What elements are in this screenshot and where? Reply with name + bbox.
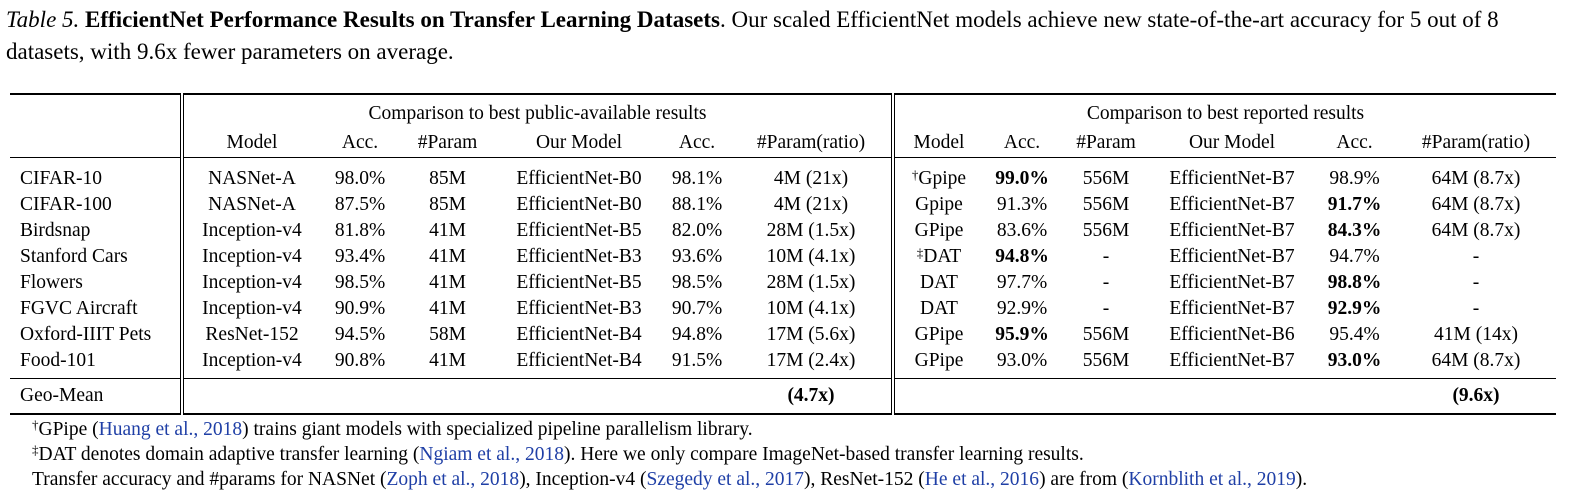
table-row bbox=[10, 270, 1556, 296]
cell-r-our: EfficientNet-B7 bbox=[1169, 220, 1295, 241]
footnote-text: ) trains giant models with specialized pipeline parallelism library. bbox=[242, 419, 753, 440]
cell-l-param: 58M bbox=[429, 324, 466, 345]
cell-r-acc: 83.6% bbox=[996, 220, 1048, 241]
cell-l-model: Inception-v4 bbox=[182, 270, 320, 296]
cell-r-param: 556M bbox=[1082, 220, 1130, 241]
cell-dataset: Oxford-IIIT Pets bbox=[20, 324, 152, 345]
footnote-text: ) are from ( bbox=[1039, 469, 1129, 490]
cell-l-model: Inception-v4 bbox=[182, 218, 320, 244]
cell-l-ratio: 28M (1.5x) bbox=[766, 220, 856, 241]
dagger-mark: † bbox=[32, 417, 39, 432]
geo-mean-right: (9.6x) bbox=[1396, 379, 1556, 415]
empty-cell bbox=[1061, 379, 1151, 415]
cell-l-ratio: 28M (1.5x) bbox=[766, 272, 856, 293]
cell-l-model: Inception-v4 bbox=[182, 244, 320, 270]
cell-l-param: 85M bbox=[429, 194, 466, 215]
cell-l-our-acc: 90.7% bbox=[671, 298, 723, 319]
col-header: Model bbox=[893, 129, 983, 158]
cell-r-our-acc: 91.7% bbox=[1327, 194, 1382, 215]
col-header: Model bbox=[182, 129, 320, 158]
cell-l-model: ResNet-152 bbox=[182, 322, 320, 348]
cell-r-ratio: - bbox=[1472, 298, 1480, 319]
cell-r-our-acc: 98.9% bbox=[1313, 158, 1396, 193]
cell-r-our: EfficientNet-B7 bbox=[1169, 350, 1295, 371]
cell-r-our-acc: 98.8% bbox=[1327, 272, 1382, 293]
empty-cell bbox=[663, 379, 731, 415]
cell-r-our-acc: 93.0% bbox=[1327, 350, 1382, 371]
footnote-text: DAT denotes domain adaptive transfer learning ( bbox=[38, 444, 420, 465]
table-row bbox=[10, 192, 1556, 218]
footnote-text: ), ResNet-152 ( bbox=[804, 469, 925, 490]
cell-l-ratio: 17M (5.6x) bbox=[766, 324, 856, 345]
col-header: Acc. bbox=[678, 132, 716, 153]
cell-l-ratio: 10M (4.1x) bbox=[766, 298, 856, 319]
cell-r-param: 556M bbox=[1082, 194, 1130, 215]
cell-r-model bbox=[893, 296, 983, 322]
cell-text: Gpipe bbox=[915, 194, 963, 215]
empty-cell bbox=[1313, 379, 1396, 415]
caption-label: Table 5. bbox=[6, 7, 80, 32]
cell-r-our-acc: 84.3% bbox=[1327, 220, 1382, 241]
column-header-row bbox=[10, 129, 1556, 158]
table-row bbox=[10, 244, 1556, 270]
citation-link[interactable]: Huang et al., 2018 bbox=[98, 419, 243, 440]
cell-r-param: - bbox=[1102, 246, 1110, 267]
citation-link[interactable]: Ngiam et al., 2018 bbox=[419, 444, 564, 465]
cell-r-model bbox=[893, 192, 983, 218]
cell-l-our-acc: 98.1% bbox=[663, 158, 731, 193]
cell-r-ratio: 64M (8.7x) bbox=[1431, 220, 1521, 241]
cell-r-our: EfficientNet-B7 bbox=[1169, 298, 1295, 319]
cell-l-our-acc: 94.8% bbox=[671, 324, 723, 345]
col-header: Our Model bbox=[1188, 132, 1276, 153]
cell-text: DAT bbox=[920, 272, 958, 293]
cell-text: DAT bbox=[920, 298, 958, 319]
cell-r-our: EfficientNet-B7 bbox=[1169, 272, 1295, 293]
cell-r-ratio: - bbox=[1472, 246, 1480, 267]
cell-l-model: NASNet-A bbox=[182, 192, 320, 218]
cell-l-acc: 87.5% bbox=[334, 194, 386, 215]
cell-l-ratio: 4M (21x) bbox=[731, 158, 893, 193]
cell-r-acc: 91.3% bbox=[996, 194, 1048, 215]
footnote-dat bbox=[32, 443, 1084, 467]
col-header: Acc. bbox=[1336, 132, 1373, 153]
citation-link[interactable]: Kornblith et al., 2019 bbox=[1128, 469, 1296, 490]
cell-r-param: - bbox=[1102, 272, 1110, 293]
empty-cell bbox=[400, 379, 495, 415]
cell-r-acc: 92.9% bbox=[996, 298, 1048, 319]
cell-dataset: Birdsnap bbox=[20, 220, 91, 241]
cell-l-our: EfficientNet-B4 bbox=[516, 324, 642, 345]
cell-l-acc: 98.0% bbox=[320, 158, 400, 193]
col-header: Acc. bbox=[341, 132, 379, 153]
empty-cell bbox=[1151, 379, 1313, 415]
empty-cell bbox=[893, 379, 983, 415]
table-row bbox=[10, 348, 1556, 374]
cell-l-param: 41M bbox=[429, 350, 466, 371]
cell-l-acc: 93.4% bbox=[334, 246, 386, 267]
cell-r-model bbox=[893, 158, 983, 193]
cell-r-acc: 94.8% bbox=[995, 246, 1049, 267]
cell-r-param: 556M bbox=[1061, 158, 1151, 193]
cell-l-model: Inception-v4 bbox=[182, 296, 320, 322]
geo-mean-row bbox=[10, 379, 1556, 415]
cell-dataset: CIFAR-100 bbox=[20, 194, 112, 215]
cell-text: GPipe bbox=[914, 324, 964, 345]
cell-l-our: EfficientNet-B0 bbox=[495, 158, 663, 193]
footnote-gpipe bbox=[32, 418, 753, 442]
cell-l-param: 85M bbox=[400, 158, 495, 193]
cell-l-param: 41M bbox=[429, 272, 466, 293]
cell-r-our: EfficientNet-B7 bbox=[1169, 246, 1295, 267]
empty-cell bbox=[983, 379, 1061, 415]
cell-r-our-acc: 94.7% bbox=[1329, 246, 1380, 267]
citation-link[interactable]: He et al., 2016 bbox=[924, 469, 1040, 490]
cell-l-model: Inception-v4 bbox=[182, 348, 320, 374]
cell-l-our: EfficientNet-B5 bbox=[516, 220, 642, 241]
cell-l-param: 41M bbox=[429, 246, 466, 267]
cell-r-model bbox=[893, 348, 983, 374]
col-header: Acc. bbox=[1003, 132, 1041, 153]
col-header: Our Model bbox=[535, 132, 623, 153]
cell-l-our-acc: 93.6% bbox=[671, 246, 723, 267]
caption-title: EfficientNet Performance Results on Transfer Learning Datasets bbox=[85, 7, 720, 32]
cell-l-acc: 90.9% bbox=[334, 298, 386, 319]
footnote-sources bbox=[32, 468, 1307, 492]
footnote-mark: ‡ bbox=[916, 245, 924, 260]
cell-dataset: FGVC Aircraft bbox=[20, 298, 138, 319]
group-header-right: Comparison to best reported results bbox=[893, 99, 1556, 129]
cell-text: DAT bbox=[923, 246, 962, 267]
empty-cell bbox=[320, 379, 400, 415]
cell-l-our: EfficientNet-B0 bbox=[516, 194, 642, 215]
geo-mean-label: Geo-Mean bbox=[10, 379, 182, 415]
cell-l-param: 41M bbox=[429, 220, 466, 241]
footnote-text: GPipe ( bbox=[38, 419, 99, 440]
cell-r-ratio: - bbox=[1472, 272, 1480, 293]
cell-l-acc: 81.8% bbox=[334, 220, 386, 241]
cell-l-ratio: 4M (21x) bbox=[773, 194, 849, 215]
cell-r-model bbox=[893, 218, 983, 244]
cell-l-our: EfficientNet-B4 bbox=[516, 350, 642, 371]
cell-l-our-acc: 88.1% bbox=[671, 194, 723, 215]
cell-r-our-acc: 95.4% bbox=[1329, 324, 1380, 345]
table-row bbox=[10, 296, 1556, 322]
double-dagger-mark: ‡ bbox=[32, 442, 39, 457]
cell-dataset: Stanford Cars bbox=[20, 246, 128, 267]
cell-r-model bbox=[893, 270, 983, 296]
group-header-left: Comparison to best public-available results bbox=[182, 99, 893, 129]
cell-r-acc: 95.9% bbox=[995, 324, 1049, 345]
results-table bbox=[10, 93, 1556, 415]
empty-cell bbox=[182, 379, 320, 415]
cell-r-acc: 99.0% bbox=[983, 158, 1061, 193]
col-header: #Param(ratio) bbox=[756, 132, 866, 153]
cell-l-our: EfficientNet-B3 bbox=[516, 246, 642, 267]
citation-link[interactable]: Szegedy et al., 2017 bbox=[646, 469, 805, 490]
cell-r-param: 556M bbox=[1082, 350, 1130, 371]
table-row bbox=[10, 158, 1556, 193]
footnote-text: ). bbox=[1295, 469, 1308, 490]
cell-r-ratio: 64M (8.7x) bbox=[1396, 158, 1556, 193]
cell-dataset: CIFAR-10 bbox=[10, 158, 182, 193]
cell-r-acc: 93.0% bbox=[996, 350, 1048, 371]
cell-l-our-acc: 82.0% bbox=[671, 220, 723, 241]
cell-dataset: Food-101 bbox=[20, 350, 96, 371]
cell-r-our-acc: 92.9% bbox=[1327, 298, 1382, 319]
cell-r-param: 556M bbox=[1082, 324, 1130, 345]
cell-r-our: EfficientNet-B7 bbox=[1169, 194, 1295, 215]
cell-l-our-acc: 91.5% bbox=[671, 350, 723, 371]
table-row bbox=[10, 218, 1556, 244]
caption-text: . Our scaled EfficientNet models achieve new state-of-the-art accuracy for 5 out of 8 datasets, with 9.6x fewer parameters on average. bbox=[6, 7, 1499, 64]
cell-r-param: - bbox=[1102, 298, 1110, 319]
cell-text: GPipe bbox=[914, 350, 964, 371]
cell-l-acc: 98.5% bbox=[334, 272, 386, 293]
cell-l-param: 41M bbox=[429, 298, 466, 319]
cell-text: Gpipe bbox=[918, 168, 967, 189]
col-header: #Param bbox=[1076, 132, 1136, 153]
footnote-mark: † bbox=[911, 167, 919, 182]
empty-cell bbox=[495, 379, 663, 415]
footnote-text: Transfer accuracy and #params for NASNet ( bbox=[32, 469, 387, 490]
table-row bbox=[10, 322, 1556, 348]
col-header: #Param bbox=[417, 132, 478, 153]
cell-l-ratio: 17M (2.4x) bbox=[766, 350, 856, 371]
cell-r-ratio: 64M (8.7x) bbox=[1431, 350, 1521, 371]
cell-text: GPipe bbox=[914, 220, 964, 241]
table-caption bbox=[6, 4, 1576, 68]
cell-l-our: EfficientNet-B3 bbox=[516, 298, 642, 319]
cell-r-ratio: 41M (14x) bbox=[1434, 324, 1518, 345]
cell-r-model bbox=[893, 322, 983, 348]
cell-r-our: EfficientNet-B6 bbox=[1169, 324, 1295, 345]
cell-r-acc: 97.7% bbox=[996, 272, 1048, 293]
cell-l-ratio: 10M (4.1x) bbox=[766, 246, 856, 267]
cell-l-model: NASNet-A bbox=[182, 158, 320, 193]
cell-r-our: EfficientNet-B7 bbox=[1151, 158, 1313, 193]
footnote-text: ). Here we only compare ImageNet-based transfer learning results. bbox=[563, 444, 1084, 465]
footnote-text: ), Inception-v4 ( bbox=[519, 469, 647, 490]
cell-dataset: Flowers bbox=[20, 272, 83, 293]
cell-l-our-acc: 98.5% bbox=[671, 272, 723, 293]
cell-l-our: EfficientNet-B5 bbox=[516, 272, 642, 293]
geo-mean-left: (4.7x) bbox=[731, 379, 893, 415]
col-header: #Param(ratio) bbox=[1421, 132, 1531, 153]
cell-r-model bbox=[893, 244, 983, 270]
citation-link[interactable]: Zoph et al., 2018 bbox=[386, 469, 520, 490]
cell-r-ratio: 64M (8.7x) bbox=[1431, 194, 1521, 215]
cell-l-acc: 94.5% bbox=[334, 324, 386, 345]
cell-l-acc: 90.8% bbox=[334, 350, 386, 371]
